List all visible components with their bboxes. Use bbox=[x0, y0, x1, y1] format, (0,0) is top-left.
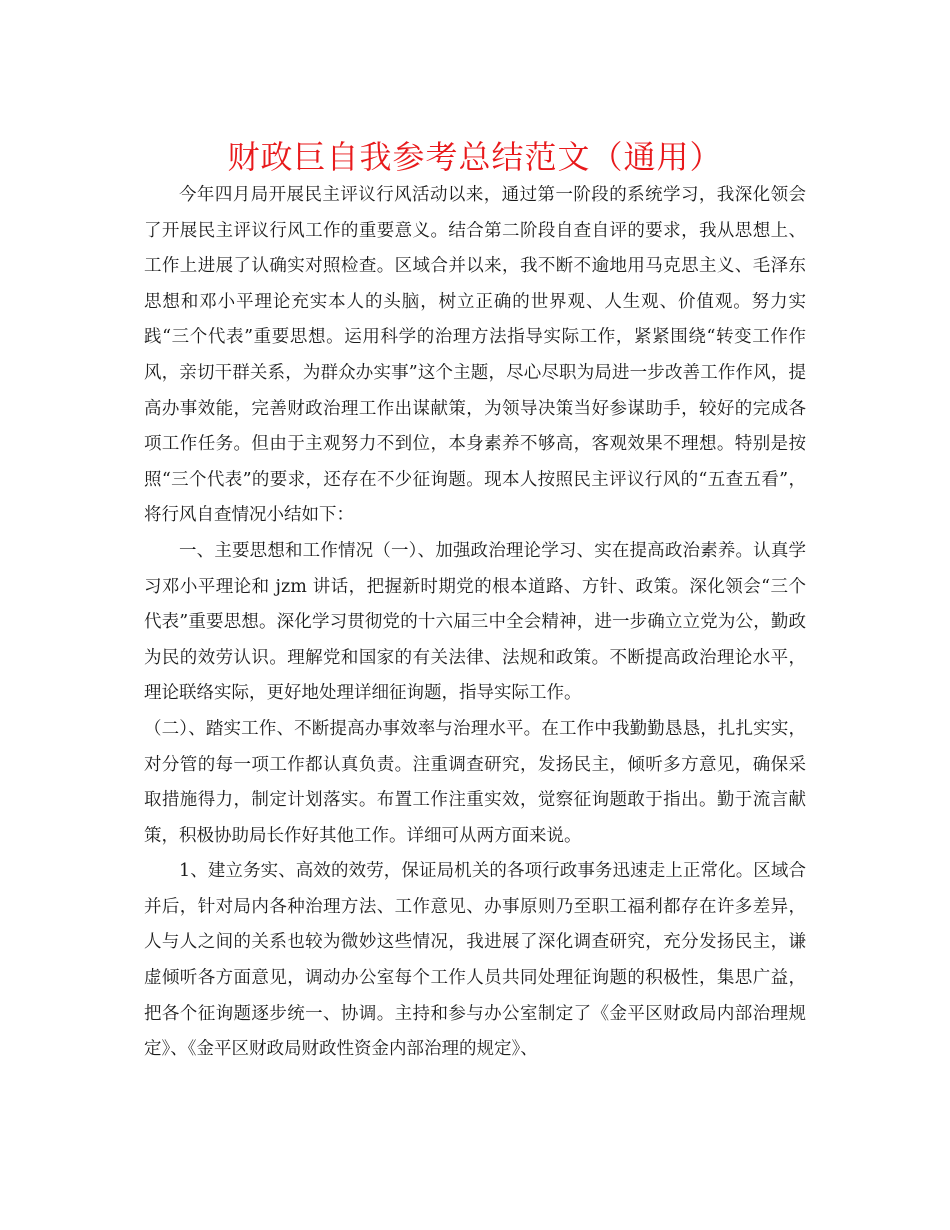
paragraph: 今年四月局开展民主评议行风活动以来，通过第一阶段的系统学习，我深化领会了开展民主评议行风工作的重要意义。结合第二阶段自查自评的要求，我从思想上、工作上进展了认确实对照检查。区域合并以来，我不断不逾地用马克思主义、毛泽东思想和邓小平理论充实本人的头脑，树立正确的世界观、人生观、价值观。努力实践“三个代表”重要思想。运用科学的治理方法指导实际工作，紧紧围绕“转变工作作风，亲切干群关系，为群众办实事”这个主题，尽心尽职为局进一步改善工作作风，提高办事效能，完善财政治理工作出谋献策，为领导决策当好参谋助手，较好的完成各项工作任务。但由于主观努力不到位，本身素养不够高，客观效果不理想。特别是按照“三个代表”的要求，还存在不少征询题。现本人按照民主评议行风的“五查五看”，将行风自查情况小结如下： bbox=[144, 185, 806, 526]
document-body bbox=[144, 178, 806, 1068]
paragraph: 一、主要思想和工作情况（一）、加强政治理论学习、实在提高政治素养。认真学习邓小平理论和 jzm 讲话，把握新时期党的根本道路、方针、政策。深化领会“三个代表”重要思想。深化学习贯彻党的十六届三中全会精神，进一步确立立党为公，勤政为民的效劳认识。理解党和国家的有关法律、法规和政策。不断提高政治理论水平，理论联络实际，更好地处理详细征询题，指导实际工作。 bbox=[144, 540, 806, 704]
paragraph: 1、建立务实、高效的效劳，保证局机关的各项行政事务迅速走上正常化。区域合并后，针对局内各种治理方法、工作意见、办事原则乃至职工福利都存在许多差异，人与人之间的关系也较为微妙这些情况，我进展了深化调查研究，充分发扬民主，谦虚倾听各方面意见，调动办公室每个工作人员共同处理征询题的积极性，集思广益，把各个征询题逐步统一、协调。主持和参与办公室制定了《金平区财政局内部治理规定》、《金平区财政局财政性资金内部治理的规定》、 bbox=[144, 861, 806, 1060]
document-title: 财政巨自我参考总结范文（通用） bbox=[227, 138, 723, 176]
paragraph: （二）、踏实工作、不断提高办事效率与治理水平。在工作中我勤勤恳恳，扎扎实实，对分管的每一项工作都认真负责。注重调查研究，发扬民主，倾听多方意见，确保采取措施得力，制定计划落实。布置工作注重实效，觉察征询题敢于指出。勤于流言献策，积极协助局长作好其他工作。详细可从两方面来说。 bbox=[144, 718, 806, 846]
